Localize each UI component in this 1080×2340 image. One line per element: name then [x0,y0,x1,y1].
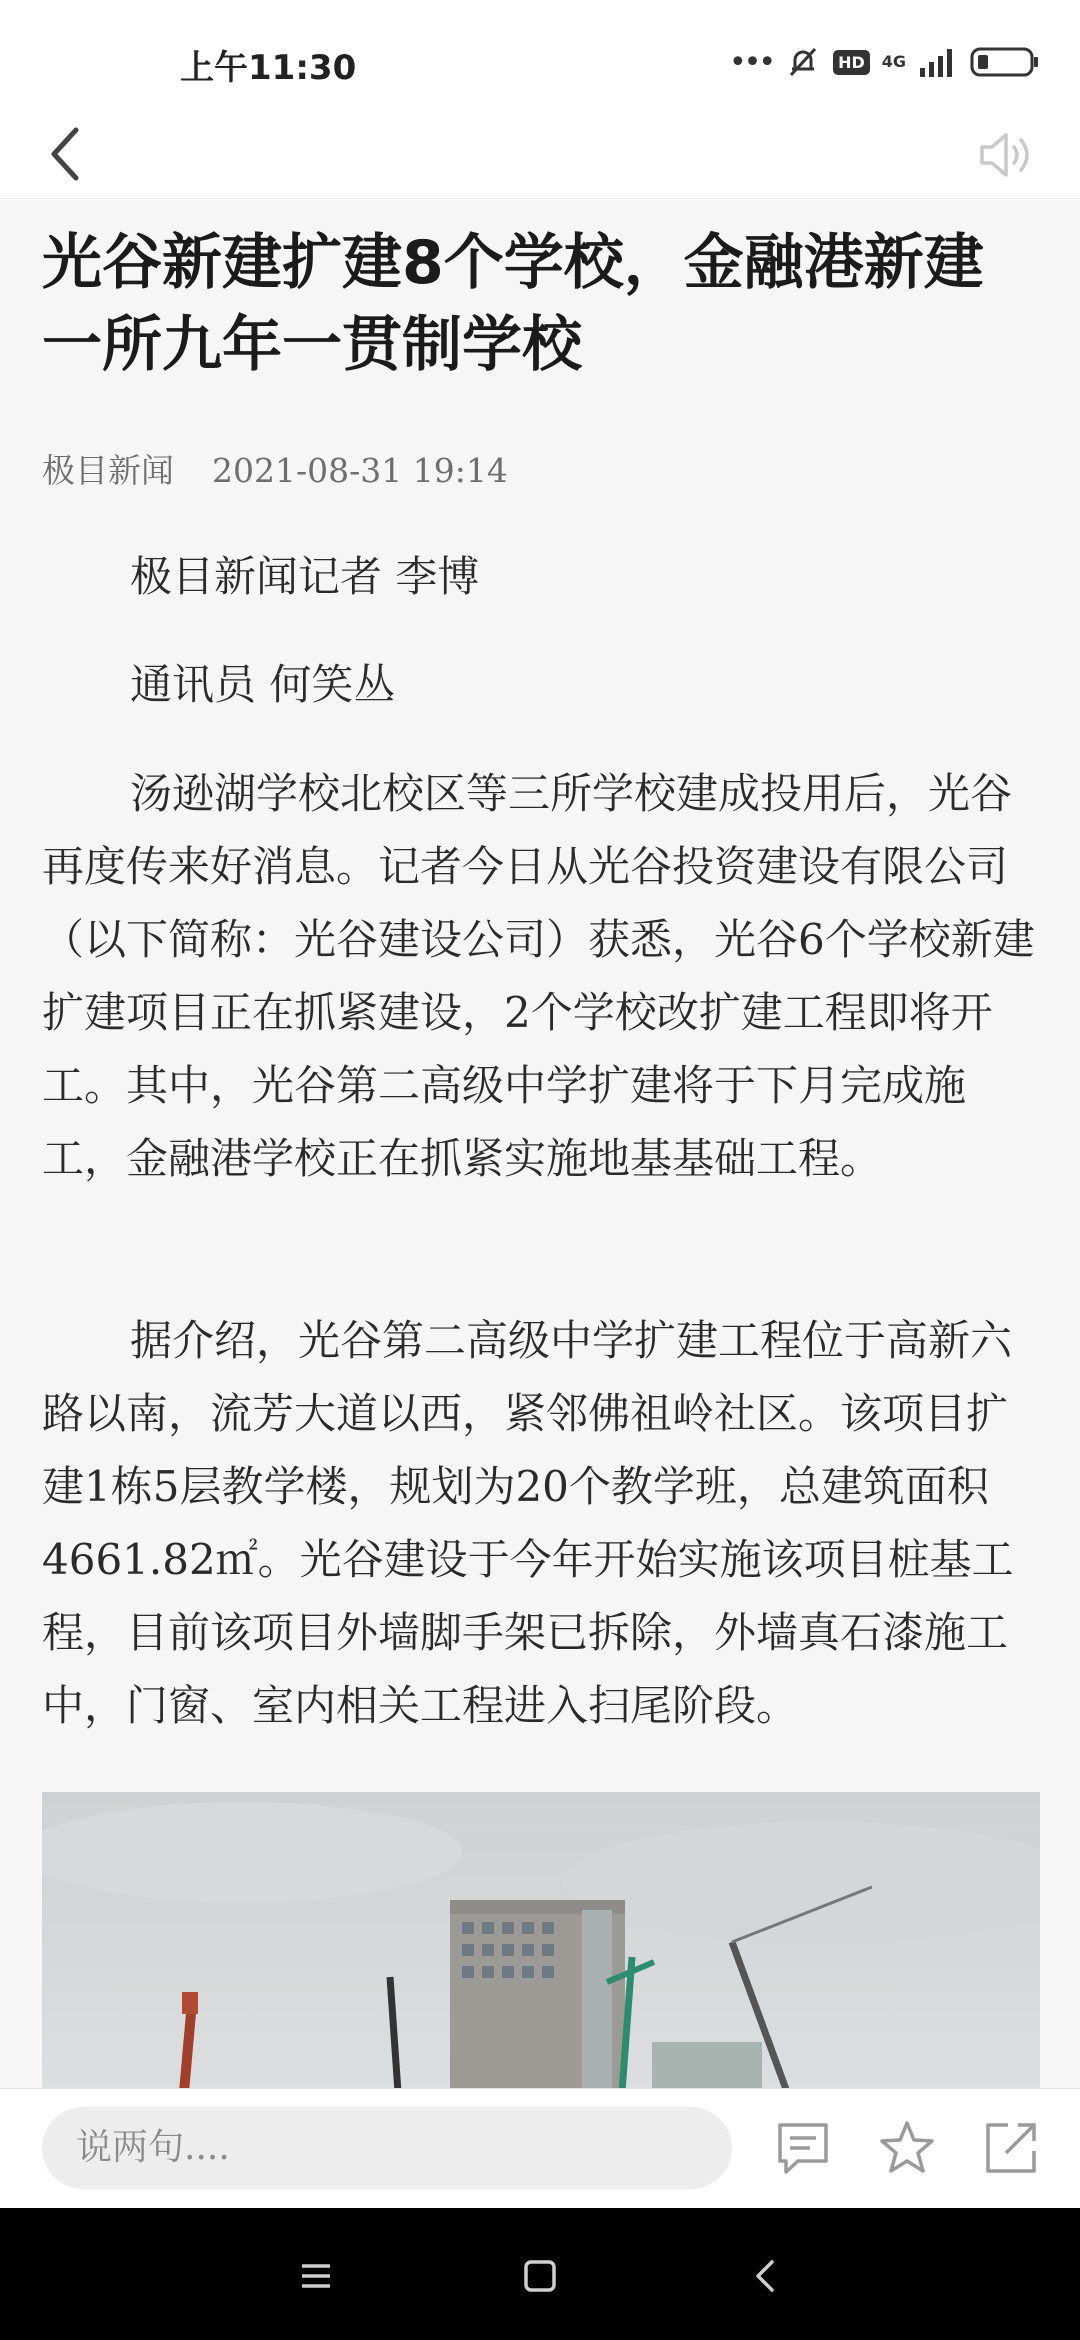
signal-icon [918,46,958,78]
share-icon[interactable] [976,2113,1046,2183]
comment-input[interactable]: 说两句.... [42,2107,732,2189]
menu-icon[interactable] [286,2246,346,2306]
article-content [0,200,1080,2088]
construction-photo [42,1792,1040,2088]
network-type: 4G [881,52,906,71]
battery-icon [970,45,1040,79]
chevron-left-icon[interactable] [38,118,98,190]
status-icons [729,38,1040,86]
top-app-bar [0,112,1080,199]
status-time: 上午11:30 [180,48,357,88]
hd-icon: HD [833,50,870,75]
muted-bell-icon [785,44,821,80]
home-icon[interactable] [510,2246,570,2306]
system-nav-bar [0,2208,1080,2340]
more-dots-icon: ••• [728,44,774,80]
correspondent-line: 通讯员 何笑丛 [130,660,396,709]
star-icon[interactable] [872,2113,942,2183]
paragraph-2: 据介绍，光谷第二高级中学扩建工程位于高新六路以南，流芳大道以西，紧邻佛祖岭社区。该项目扩建1栋5层教学楼，规划为20个教学班，总建筑面积4661.82㎡。光谷建设于今年开始实施该项目桩基工程，目前该项目外墙脚手架已拆除，外墙真石漆施工中，门窗、室内相关工程进入扫尾阶段。 [42,1316,1014,1730]
article-meta [42,445,508,492]
article-title: 光谷新建扩建8个学校，金融港新建一所九年一贯制学校 [42,228,984,380]
paragraph-1: 汤逊湖学校北校区等三所学校建成投用后，光谷再度传来好消息。记者今日从光谷投资建设有限公司（以下简称：光谷建设公司）获悉，光谷6个学校新建扩建项目正在抓紧建设，2个学校改扩建工程即将开工。其中，光谷第二高级中学扩建将于下月完成施工，金融港学校正在抓紧实施地基基础工程。 [42,769,1035,1183]
comment-bar [0,2088,1080,2209]
back-icon[interactable] [736,2246,796,2306]
status-bar [0,0,1080,112]
comment-icon[interactable] [768,2113,838,2183]
reporter-line: 极目新闻记者 李博 [130,552,480,601]
speaker-icon[interactable] [970,120,1040,190]
article-source: 极目新闻 [42,451,174,490]
article-date: 2021-08-31 19:14 [212,451,508,490]
